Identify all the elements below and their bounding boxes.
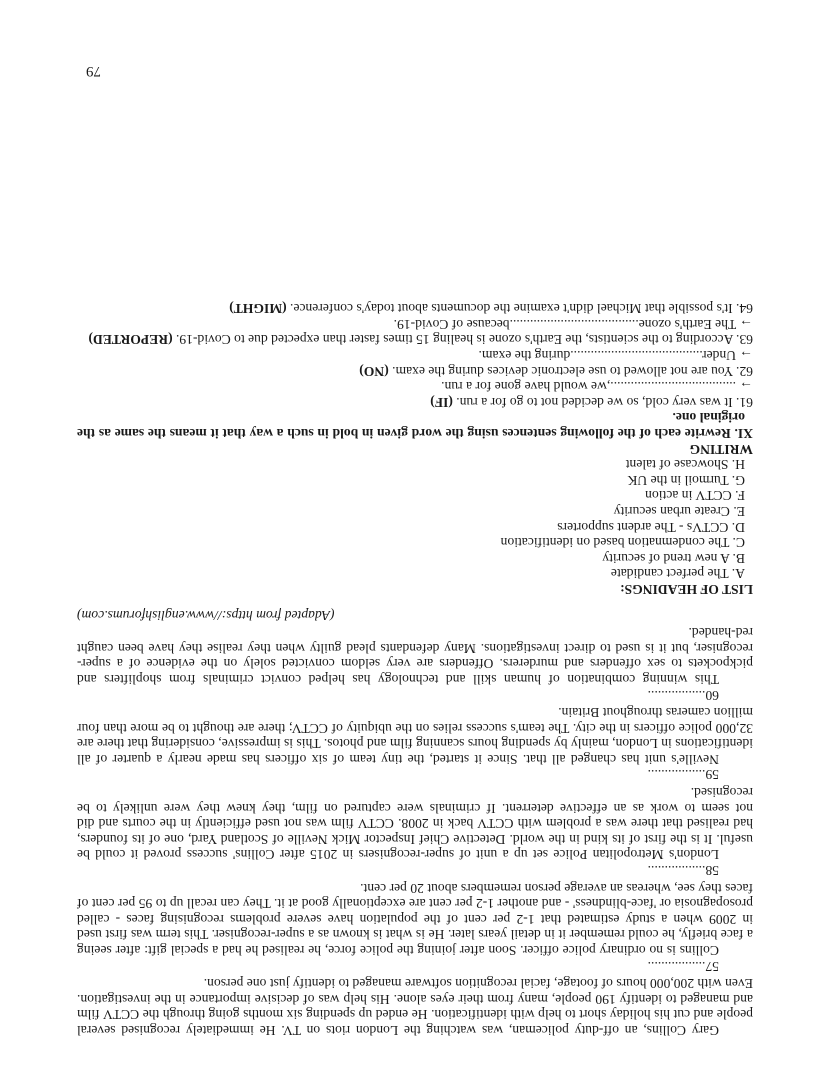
heading-item: H. Showcase of talent — [625, 457, 745, 473]
heading-item: E. Create urban security — [613, 504, 745, 519]
heading-item: B. A new trend of security — [602, 550, 745, 566]
headings-list — [77, 457, 753, 582]
question-61 — [77, 394, 753, 410]
page-number: 79 — [86, 63, 101, 79]
heading-item: G. Turmoil in the UK — [627, 472, 745, 488]
gap-59: 59................. — [647, 767, 719, 783]
writing-section-title: WRITING — [689, 441, 753, 457]
gap-57: 57................. — [647, 958, 719, 974]
answer-line-63: → The Earth's ozone......................................because of Covid-19. — [393, 316, 753, 332]
keyword: (NO) — [359, 363, 389, 379]
source-citation: (Adapted from https://www.englishforums.com) — [77, 607, 335, 623]
question-text: 64. It's possible that Michael didn't examine the documents about today's conference. — [290, 301, 753, 317]
writing-instruction: XI. Rewrite each of the following sentences using the word given in bold in such a way that it means the same as the original one. — [77, 410, 753, 442]
question-text: 62. You are not allowed to use electronic devices during the exam. — [392, 363, 753, 379]
question-text: 63. According to the scientists, the Earth's ozone is healing 15 times faster than expected due to Covid-19. — [175, 332, 753, 348]
heading-item: C. The condemnation based on identification — [500, 535, 745, 551]
headings-title: LIST OF HEADINGS: — [620, 581, 753, 597]
question-62 — [77, 363, 753, 379]
reading-paragraph-3: London's Metropolitan Police set up a unit of super-recognisers in 2015 after Collins' success proved it could be useful. It is the first of its kind in the world. Detective Chief Inspector Mick Neville of Scotland Yard, one of its founders, had realised that there was a problem with CCTV back in 2008. CCTV film was not used efficiently in the courts and did not seem to work as an effective deterrent. If criminals were captured on film, they knew they were unlikely to be recognised. — [77, 785, 753, 863]
gap-58: 58................. — [647, 863, 719, 879]
heading-item: F. CCTV in action — [645, 488, 745, 504]
reading-paragraph-2: Collins is no ordinary police officer. Soon after joining the police force, he realised he had a special gift: after seeing a face briefly, he could remember it in detail years later. He is what is known as a super-recogniser. This term was first used in 2009 when a study estimated that 1-2 per cent of the population have severe problems recognising faces - called prosopagnosia or 'face-blindness' - and another 1-2 per cent are exceptionally good at it. They can recall up to 95 per cent of faces they see, whereas an average person remembers about 20 per cent. — [77, 880, 753, 959]
question-63 — [77, 332, 753, 348]
heading-item: D. CCTVs - The ardent supporters — [557, 519, 745, 535]
reading-paragraph-4: Neville's unit has changed all that. Since it started, the tiny team of six officers has made nearly a quarter of all identifications in London, mainly by spending hours scanning film and photos. This is impressive, considering that there are 32,000 police officers in the city. The team's success relies on the ubiquity of CCTV; there are thought to be more than four million cameras throughout Britain. — [77, 705, 753, 767]
question-text: 61. It was very cold, so we decided not to go for a run. — [456, 394, 753, 410]
gap-60: 60................. — [647, 687, 719, 703]
reading-paragraph-5: This winning combination of human skill and technology has helped convict criminals from shoplifters and pickpockets to sex offenders and murderers. Offenders are very seldom convicted solely on the evidence of a super-recogniser, but it is used to direct investigations. Many defendants plead guilty when they realise they have been caught red-handed. — [77, 625, 753, 687]
answer-line-62: → Under.......................................during the exam. — [478, 348, 753, 364]
keyword: (REPORTED) — [88, 332, 173, 348]
reading-paragraph-1: Gary Collins, an off-duty policeman, was watching the London riots on TV. He immediately recognised several people and cut his holiday short to help with identification. He ended up spending six months going through the CCTV film and managed to identify 190 people, many from their eyes alone. His help was of decisive importance in the investigation. Even with 200,000 hours of footage, facial recognition software managed to identify just one person. — [77, 976, 753, 1038]
keyword: (MIGHT) — [229, 301, 287, 317]
heading-item: A. The perfect candidate — [610, 566, 745, 582]
keyword: (IF) — [430, 394, 453, 410]
answer-line-61: → .....................................,we would have gone for a run. — [441, 379, 753, 395]
content — [77, 301, 753, 1038]
question-64 — [77, 301, 753, 317]
